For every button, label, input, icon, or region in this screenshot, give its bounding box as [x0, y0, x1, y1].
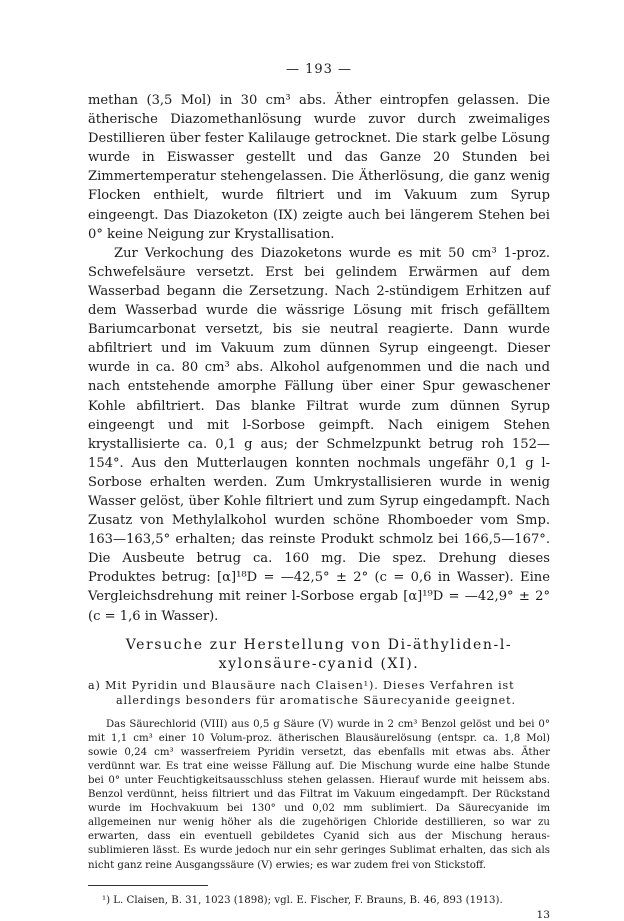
footnote: ¹) L. Claisen, B. 31, 1023 (1898); vgl. E. Fischer, F. Brauns, B. 46, 893 (1913).: [102, 894, 503, 906]
paragraph: Zur Verkochung des Diazoketons wurde es mit 50 cm³ 1-proz. Schwefelsäure versetzt. Erst bei gelindem Erwärmen auf dem Wasserbad begann die Zersetzung. Nach 2-stündigem Erhitzen auf dem Wasserbad wurde die wässrige Lösung mit frisch gefälltem Bariumcarbonat versetzt, bis sie neutral reagierte. Dann wurde abfiltriert und im Vakuum zum dünnen Syrup eingeengt. Dieser wurde in ca. 80 cm³ abs. Alkohol aufgenommen und die nach und nach entstehende amorphe Fällung über einer Spur gewaschener Kohle abfiltriert. Das blanke Filtrat wurde zum dünnen Syrup eingeengt und mit l-Sorbose geimpft. Nach einigem Stehen krystallisierte ca. 0,1 g aus; der Schmelzpunkt betrug roh 152—154°. Aus den Mutterlaugen konnten nochmals ungefähr 0,1 g l-Sorbose erhalten werden. Zum Umkrystallisieren wurde in wenig Wasser gelöst, über Kohle filtriert und zum Syrup eingedampft. Nach Zusatz von Methylalkohol wurden schöne Rhomboeder vom Smp. 163—163,5° erhalten; das reinste Produkt schmolz bei 166,5—167°. Die Ausbeute betrug ca. 160 mg. Die spez. Drehung dieses Produktes betrug: [α]¹⁸D = —42,5° ± 2° (c = 0,6 in Wasser). Eine Vergleichsdrehung mit reiner l-Sorbose ergab [α]¹⁹D = —42,9° ± 2° (c = 1,6 in Wasser).: [88, 245, 550, 624]
signature-mark: 13: [536, 908, 550, 921]
subsection-heading: a) Mit Pyridin und Blausäure nach Claisen¹). Dieses Verfahren ist allerdings besonders für aromatische Säurecyanide geeignet.: [88, 678, 516, 707]
main-text: [88, 91, 550, 626]
page-number: — 193 —: [285, 62, 353, 77]
section-heading: Versuche zur Herstellung von Di-äthyliden-l-xylonsäure-cyanid (XI).: [125, 636, 513, 672]
experimental-paragraph: Das Säurechlorid (VIII) aus 0,5 g Säure (V) wurde in 2 cm³ Benzol gelöst und bei 0° mit 1,1 cm³ einer 10 Volum-proz. ätherischen Blausäurelösung (entspr. ca. 1,8 Mol) sowie 0,24 cm³ wasserfreiem Pyridin versetzt, das ebenfalls mit etwas abs. Äther verdünnt war. Es trat eine weisse Fällung auf. Die Mischung wurde eine halbe Stunde bei 0° unter Feuchtigkeitsausschluss stehen gelassen. Hierauf wurde mit heissem abs. Benzol verdünnt, heiss filtriert und das Filtrat im Vakuum eingedampft. Der Rückstand wurde im Hochvakuum bei 130° und 0,02 mm sublimiert. Da Säurecyanide im allgemeinen nur wenig höher als die zugehörigen Chloride destillieren, so war zu erwarten, dass ein eventuell gebildetes Cyanid sich aus der Mischung heraus-sublimieren lässt. Es wurde jedoch nur ein sehr geringes Sublimat erhalten, das sich als nicht ganz reine Ausgangssäure (V) erwies; es war zudem frei von Stickstoff.: [88, 718, 550, 871]
paragraph: methan (3,5 Mol) in 30 cm³ abs. Äther eintropfen gelassen. Die ätherische Diazomethanlösung wurde zuvor durch zweimaliges Destillieren über fester Kalilauge getrocknet. Die stark gelbe Lösung wurde in Eiswasser gestellt und das Ganze 20 Stunden bei Zimmertemperatur stehengelassen. Die Ätherlösung, die ganz wenig Flocken enthielt, wurde filtriert und im Vakuum zum Syrup eingeengt. Das Diazoketon (IX) zeigte auch bei längerem Stehen bei 0° keine Neigung zur Krystallisation.: [88, 93, 550, 242]
footnote-rule: [88, 885, 208, 886]
document-page: [88, 62, 550, 921]
